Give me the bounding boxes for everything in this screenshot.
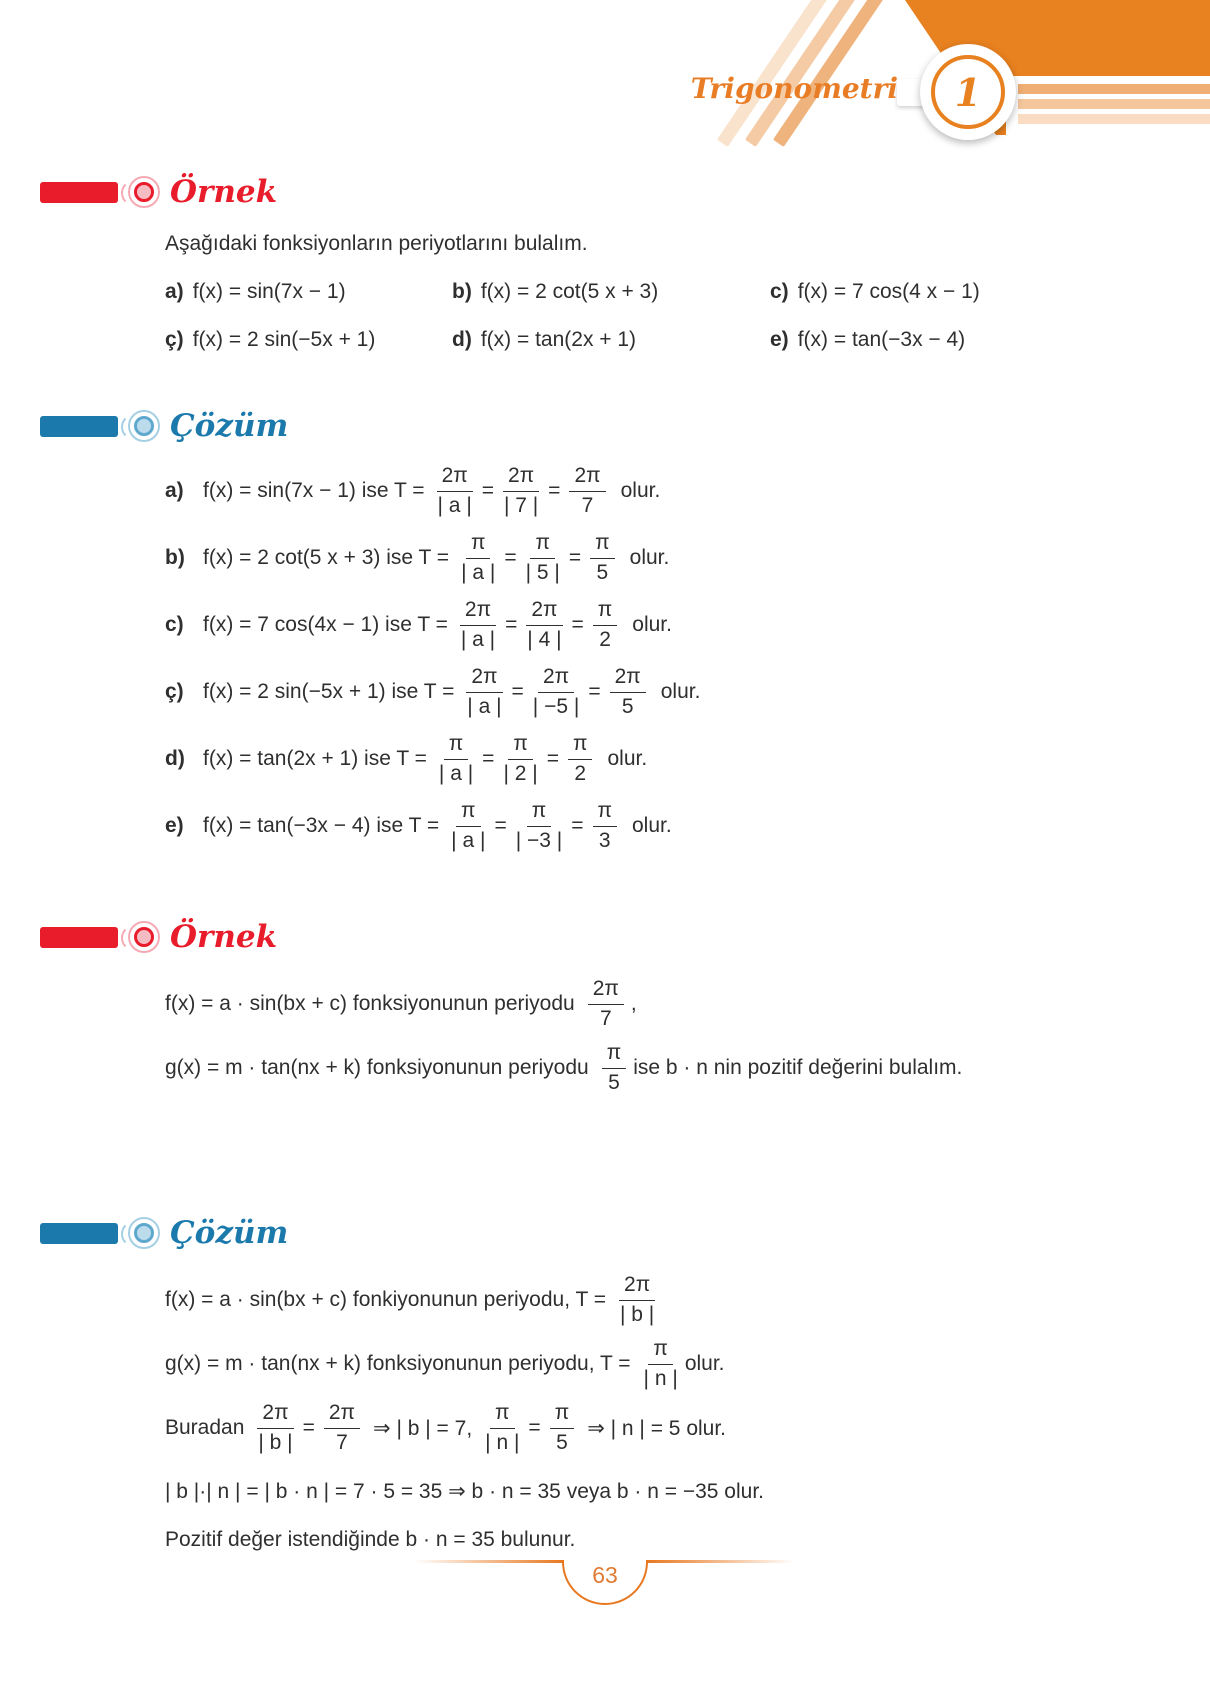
fraction-denominator: | a | <box>437 493 472 517</box>
solution-banner <box>40 408 1210 444</box>
solution-step-label: b) <box>165 546 185 569</box>
solution2-line-1 <box>165 1271 1170 1329</box>
problem-grid <box>165 280 1170 352</box>
fraction <box>533 665 580 718</box>
page-number: 63 <box>592 1562 618 1588</box>
fraction-numerator: π <box>508 732 533 759</box>
solution-tail: olur. <box>632 814 672 837</box>
fraction-denominator: | a | <box>451 828 486 852</box>
fraction-denominator: | a | <box>460 627 496 651</box>
solution2-line-4: | b |·| n | = | b · n | = 7 · 5 = 35 ⇒ b · n = 35 veya b · n = −35 olur. <box>165 1480 764 1503</box>
fraction <box>451 799 485 852</box>
fraction <box>466 665 502 718</box>
solution-step-label: e) <box>165 814 184 837</box>
fraction-numerator: 2π <box>526 598 562 625</box>
equals-sign: = <box>482 747 495 770</box>
fraction <box>516 799 563 852</box>
equals-sign: = <box>571 814 584 837</box>
fraction-denominator: 7 <box>336 1430 348 1454</box>
fraction <box>526 531 560 584</box>
fraction-denominator: | −5 | <box>532 694 580 718</box>
problem-expression: f(x) = tan(2x + 1) <box>480 328 637 351</box>
problem-label: ç) <box>165 328 184 351</box>
ring-decoration <box>128 921 160 953</box>
fraction-numerator: π <box>490 1401 515 1428</box>
solution-tail: olur. <box>660 680 701 703</box>
equals-sign: = <box>481 479 494 502</box>
equals-sign: = <box>571 613 584 636</box>
solution-tail: olur. <box>607 747 648 770</box>
fraction <box>610 665 646 718</box>
example-section-2 <box>0 919 1210 1097</box>
problem-item <box>452 280 770 304</box>
fraction <box>593 598 618 651</box>
ring-decoration <box>128 1217 160 1249</box>
solution-lead: f(x) = tan(−3x − 4) ise T = <box>203 814 440 837</box>
page-number-ornament <box>415 1560 795 1624</box>
problem-item <box>452 328 770 352</box>
page-number-arc <box>562 1560 648 1605</box>
fraction <box>550 1401 575 1454</box>
fraction <box>461 531 495 584</box>
chapter-title: Trigonometri <box>690 72 898 105</box>
target-icon <box>119 174 161 210</box>
statement-text: olur. <box>684 1352 725 1375</box>
fraction <box>602 1041 627 1094</box>
fraction-numerator: 2π <box>538 665 574 692</box>
fraction-numerator: 2π <box>257 1401 293 1428</box>
solution-lead: f(x) = 7 cos(4x − 1) ise T = <box>203 613 448 636</box>
solution-tail: olur. <box>629 546 670 569</box>
fraction-denominator: | 5 | <box>525 560 560 584</box>
fraction-numerator: π <box>648 1337 673 1364</box>
example-section-1 <box>0 174 1210 352</box>
example-banner <box>40 174 1210 210</box>
fraction-denominator: | b | <box>619 1302 655 1326</box>
fraction-numerator: π <box>550 1401 575 1428</box>
fraction-numerator: 2π <box>503 464 539 491</box>
fraction-numerator: 2π <box>466 665 502 692</box>
solution-lead: f(x) = 2 cot(5 x + 3) ise T = <box>203 546 450 569</box>
ring-decoration <box>128 410 160 442</box>
equals-sign: = <box>504 546 517 569</box>
solution-line-cc <box>165 663 1170 721</box>
page-footer <box>0 1560 1210 1632</box>
fraction-denominator: | b | <box>258 1430 293 1454</box>
fraction-numerator: π <box>602 1041 627 1068</box>
problem-label: a) <box>165 280 184 303</box>
fraction <box>588 977 624 1030</box>
solution-step-label: c) <box>165 613 184 636</box>
solution-step-label: d) <box>165 747 185 770</box>
fraction <box>439 732 473 785</box>
fraction-numerator: π <box>466 531 491 558</box>
fraction <box>503 464 539 517</box>
solution2-line-2 <box>165 1335 1170 1393</box>
example2-line-2 <box>165 1039 1170 1097</box>
chapter-number: 1 <box>954 69 982 115</box>
solution-tail: olur. <box>632 613 672 636</box>
solution-section-2 <box>0 1215 1210 1553</box>
fraction-denominator: 3 <box>598 828 611 852</box>
fraction-numerator: π <box>590 531 615 558</box>
solution-step-label: a) <box>165 479 184 502</box>
fraction-denominator: | 4 | <box>527 627 562 651</box>
fraction-denominator: | 7 | <box>503 493 539 517</box>
banner-bar <box>40 1223 118 1244</box>
statement-text: f(x) = a · sin(bx + c) fonksiyonunun periyodu <box>165 992 575 1015</box>
solution-step-label: ç) <box>165 680 184 703</box>
statement-text: g(x) = m · tan(nx + k) fonksiyonunun periyodu <box>165 1056 589 1079</box>
statement-text: g(x) = m · tan(nx + k) fonksiyonunun periyodu, T = <box>165 1352 631 1375</box>
chapter-number-ring <box>931 55 1005 129</box>
fraction <box>568 732 593 785</box>
equals-sign: = <box>568 546 582 569</box>
statement-text: f(x) = a · sin(bx + c) fonkiyonunun periyodu, T = <box>165 1288 607 1311</box>
banner-bar <box>40 182 118 203</box>
equals-sign: = <box>548 479 561 502</box>
chapter-number-badge <box>920 44 1016 140</box>
fraction-numerator: π <box>593 799 618 826</box>
fraction <box>590 531 615 584</box>
solution-tail: olur. <box>620 479 661 502</box>
equals-sign: = <box>528 1416 541 1439</box>
solution-lead: f(x) = 2 sin(−5x + 1) ise T = <box>203 680 455 703</box>
problem-expression: f(x) = tan(−3x − 4) <box>797 328 966 351</box>
solution2-line-3 <box>165 1399 1170 1457</box>
fraction-denominator: 7 <box>599 1006 612 1030</box>
fraction <box>593 799 618 852</box>
fraction-denominator: 5 <box>621 694 634 718</box>
fraction-denominator: | 2 | <box>503 761 538 785</box>
footer-line-right <box>647 1560 795 1563</box>
problem-label: b) <box>452 280 472 303</box>
fraction <box>485 1401 519 1454</box>
problem-item <box>770 328 1170 352</box>
problem-item <box>165 280 452 304</box>
fraction-numerator: 2π <box>588 977 624 1004</box>
fraction-denominator: | a | <box>461 560 496 584</box>
fraction-denominator: 5 <box>608 1070 620 1094</box>
fraction-numerator: 2π <box>437 464 473 491</box>
example-banner <box>40 919 1210 955</box>
header-stripe <box>1018 84 1210 94</box>
fraction-denominator: | a | <box>438 761 474 785</box>
fraction <box>460 598 496 651</box>
fraction-numerator: 2π <box>610 665 646 692</box>
solution-line-c <box>165 596 1170 654</box>
solution-lead: f(x) = tan(2x + 1) ise T = <box>203 747 427 770</box>
solution-line-a <box>165 462 1170 520</box>
fraction-numerator: π <box>456 799 481 826</box>
fraction-denominator: | n | <box>485 1430 520 1454</box>
problem-expression: f(x) = sin(7x − 1) <box>192 280 346 303</box>
problem-expression: f(x) = 2 sin(−5x + 1) <box>192 328 376 351</box>
equals-sign: = <box>546 747 559 770</box>
fraction-denominator: | n | <box>643 1366 678 1390</box>
banner-bar <box>40 927 118 948</box>
problem-expression: f(x) = 7 cos(4 x − 1) <box>797 280 980 303</box>
dot-decoration <box>134 182 154 202</box>
fraction <box>437 464 473 517</box>
fraction-denominator: | a | <box>467 694 502 718</box>
fraction <box>324 1401 360 1454</box>
statement-text: Buradan <box>165 1416 245 1439</box>
fraction-denominator: 5 <box>596 560 609 584</box>
equals-sign: = <box>511 680 524 703</box>
fraction-numerator: π <box>593 598 618 625</box>
fraction-numerator: π <box>568 732 593 759</box>
solution-lead: f(x) = sin(7x − 1) ise T = <box>203 479 425 502</box>
fraction-numerator: 2π <box>324 1401 360 1428</box>
solution-section-1 <box>0 408 1210 855</box>
equals-sign: = <box>494 814 507 837</box>
fraction-denominator: 5 <box>556 1430 568 1454</box>
target-icon <box>119 919 161 955</box>
header-stripe <box>1018 114 1210 124</box>
dot-decoration <box>134 927 154 947</box>
dot-decoration <box>134 1223 154 1243</box>
solution-line-d <box>165 730 1170 788</box>
target-icon <box>119 1215 161 1251</box>
banner-bar <box>40 416 118 437</box>
solution-label: Çözüm <box>170 1215 289 1251</box>
fraction-numerator: π <box>444 732 469 759</box>
fraction <box>569 464 605 517</box>
fraction-denominator: | −3 | <box>515 828 563 852</box>
fraction-numerator: 2π <box>619 1273 655 1300</box>
fraction-denominator: 2 <box>574 761 587 785</box>
footer-line-left <box>415 1560 563 1563</box>
fraction-numerator: 2π <box>460 598 496 625</box>
fraction <box>503 732 537 785</box>
problem-item <box>165 328 452 352</box>
header-stripe <box>1018 99 1210 109</box>
fraction <box>644 1337 678 1390</box>
problem-label: d) <box>452 328 472 351</box>
equals-sign: = <box>505 613 518 636</box>
example2-line-1 <box>165 975 1170 1033</box>
example-label: Örnek <box>170 919 278 955</box>
solution-line-e <box>165 797 1170 855</box>
fraction <box>257 1401 293 1454</box>
dot-decoration <box>134 416 154 436</box>
equals-sign: = <box>302 1416 315 1439</box>
problem-expression: f(x) = 2 cot(5 x + 3) <box>480 280 659 303</box>
fraction-denominator: 7 <box>581 493 594 517</box>
statement-text: ⇒ | b | = 7, <box>373 1416 473 1440</box>
problem-item <box>770 280 1170 304</box>
solution-line-b <box>165 529 1170 587</box>
ring-decoration <box>128 176 160 208</box>
fraction-numerator: π <box>527 799 552 826</box>
fraction-numerator: 2π <box>569 464 605 491</box>
fraction <box>619 1273 655 1326</box>
statement-text: ⇒ | n | = 5 olur. <box>587 1416 727 1440</box>
example-label: Örnek <box>170 174 278 210</box>
solution-banner <box>40 1215 1210 1251</box>
example-intro: Aşağıdaki fonksiyonların periyotlarını bulalım. <box>165 232 588 255</box>
problem-label: c) <box>770 280 789 303</box>
statement-text: , <box>630 992 637 1015</box>
statement-text: ise b · n nin pozitif değerini bulalım. <box>633 1056 963 1079</box>
equals-sign: = <box>588 680 601 703</box>
solution2-line-5: Pozitif değer istendiğinde b · n = 35 bulunur. <box>165 1528 576 1551</box>
target-icon <box>119 408 161 444</box>
solution-label: Çözüm <box>170 408 289 444</box>
fraction <box>526 598 562 651</box>
page-header <box>0 0 1210 150</box>
fraction-numerator: π <box>530 531 555 558</box>
fraction-denominator: 2 <box>599 627 611 651</box>
problem-label: e) <box>770 328 789 351</box>
